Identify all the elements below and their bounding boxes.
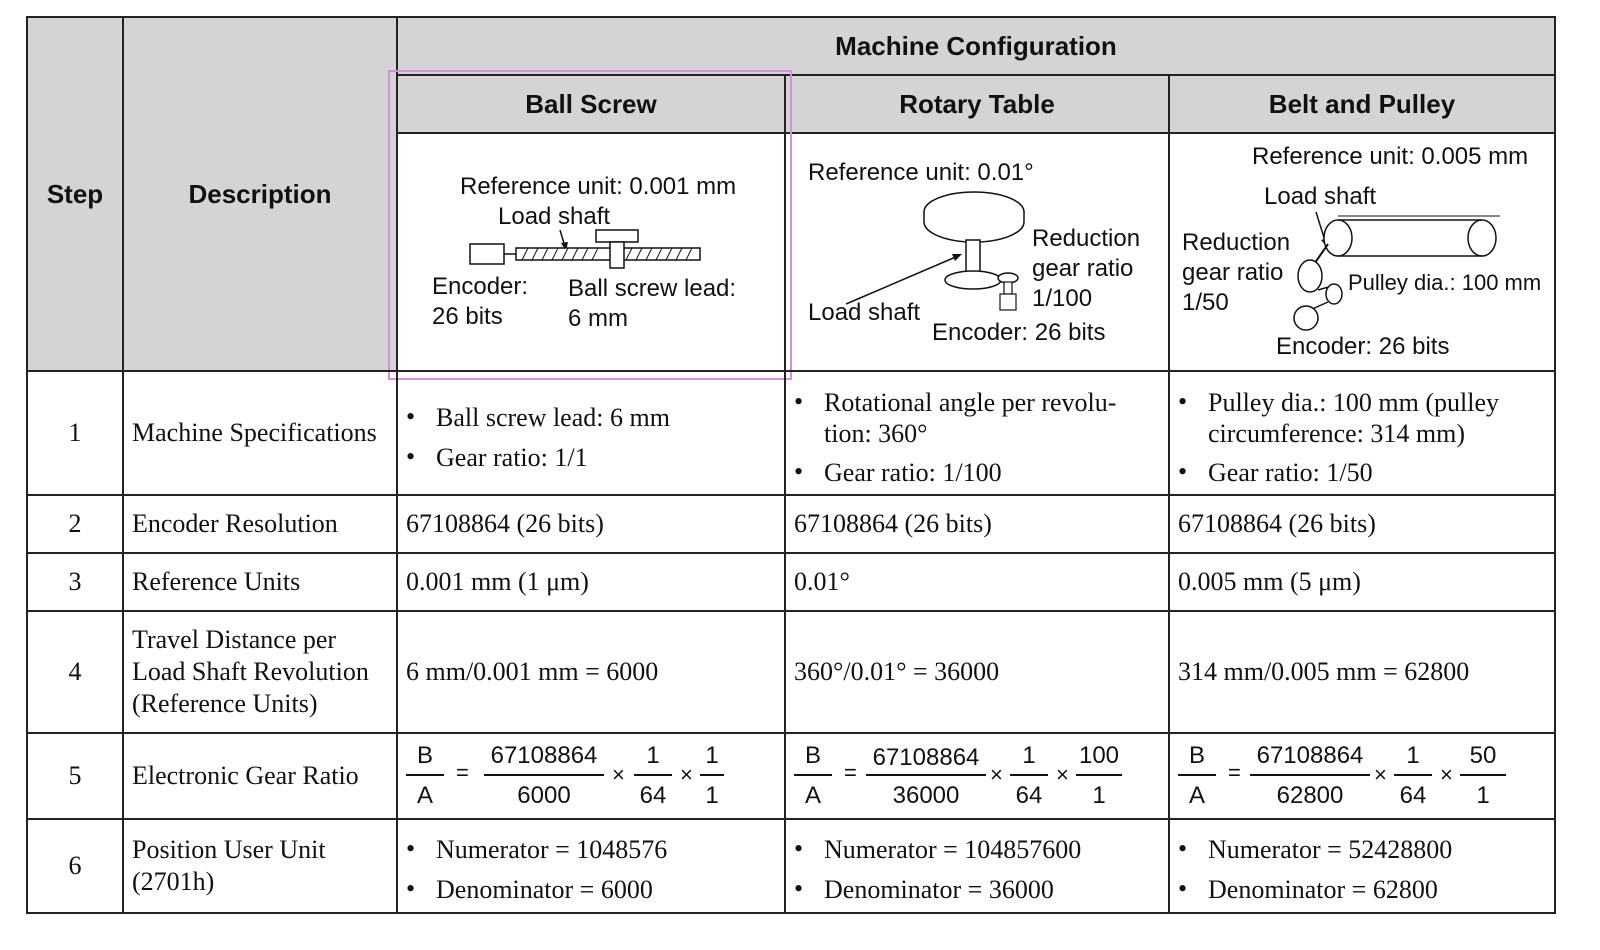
list-item-text: Rotational angle per revolu- tion: 360° — [824, 388, 1117, 448]
row5-description-text: Electronic Gear Ratio — [132, 761, 359, 790]
list-item-text: Denominator = 36000 — [824, 875, 1054, 904]
fraction-lhs-num: B — [1188, 742, 1205, 769]
belt-pulley-pulley-dia: Pulley dia.: 100 mm — [1348, 270, 1542, 295]
equals-sign: = — [1228, 760, 1241, 785]
row2-ball-screw — [396, 494, 786, 554]
row5-belt-pulley — [1168, 732, 1556, 820]
list-item-text: Numerator = 104857600 — [824, 835, 1082, 864]
fraction-line — [1076, 774, 1122, 776]
fraction-line — [1394, 774, 1432, 776]
row1-step — [26, 370, 124, 496]
fraction-line — [700, 774, 724, 776]
fraction-line — [1460, 774, 1506, 776]
fraction-line — [1178, 774, 1216, 776]
row2-description-text: Encoder Resolution — [132, 509, 338, 538]
row5-step-text: 5 — [68, 761, 82, 790]
belt-pulley-reduction-line3: 1/50 — [1182, 289, 1229, 316]
row4-step — [26, 610, 124, 734]
times-sign: × — [1440, 762, 1453, 787]
fraction-num: 67108864 — [872, 744, 980, 771]
bullet-glyph: • — [1178, 387, 1188, 416]
row1-description-text: Machine Specifications — [132, 418, 377, 447]
row3-ball-screw-text: 0.001 mm (1 μm) — [406, 567, 589, 596]
list-item-text: Gear ratio: 1/100 — [824, 458, 1002, 487]
row2-rotary-table-text: 67108864 (26 bits) — [794, 509, 992, 538]
list-item-text: Denominator = 6000 — [436, 875, 653, 904]
fraction-den: 62800 — [1276, 782, 1344, 809]
row6-description-text: Position User Unit (2701h) — [132, 835, 326, 896]
bullet-glyph: • — [406, 874, 416, 903]
bullet-glyph: • — [406, 834, 416, 863]
row2-ball-screw-text: 67108864 (26 bits) — [406, 509, 604, 538]
fraction-den: 1 — [705, 782, 719, 809]
bullet-glyph: • — [1178, 874, 1188, 903]
ball-screw-lead-line1: Ball screw lead: — [568, 275, 737, 302]
list-item-text: Gear ratio: 1/1 — [436, 443, 588, 472]
row1-belt-pulley — [1168, 370, 1556, 496]
row3-description-text: Reference Units — [132, 567, 301, 596]
row3-rotary-table-text: 0.01° — [794, 567, 850, 596]
belt-pulley-encoder: Encoder: 26 bits — [1276, 333, 1450, 360]
row5-description — [122, 732, 398, 820]
row1-step-text: 1 — [68, 418, 82, 447]
row6-step-text: 6 — [68, 851, 82, 880]
rotary-table-reference-unit: Reference unit: 0.01° — [808, 159, 1034, 186]
belt-pulley-reduction-line2: gear ratio — [1182, 259, 1284, 286]
fraction-line — [406, 774, 444, 776]
fraction-den: 1 — [1092, 782, 1106, 809]
bullet-glyph: • — [794, 387, 804, 416]
ball-screw-load-shaft: Load shaft — [498, 203, 611, 230]
bullet-glyph: • — [406, 442, 416, 471]
fraction-line — [484, 774, 604, 776]
row3-step — [26, 552, 124, 612]
row3-rotary-table — [784, 552, 1170, 612]
list-item-text: Numerator = 1048576 — [436, 835, 668, 864]
list-item-text: Denominator = 62800 — [1208, 875, 1438, 904]
bullet-glyph: • — [794, 874, 804, 903]
fraction-den: 64 — [1015, 782, 1043, 809]
row1-description — [122, 370, 398, 496]
figure-belt-pulley — [1168, 132, 1556, 372]
row3-description — [122, 552, 398, 612]
fraction-den: 64 — [639, 782, 667, 809]
fraction-den: 36000 — [892, 782, 960, 809]
list-item-text: Pulley dia.: 100 mm (pulley circumference: 314 mm) — [1208, 388, 1500, 448]
row4-ball-screw — [396, 610, 786, 734]
fraction-lhs-den: A — [1188, 782, 1205, 809]
rotary-table-reduction-line2: gear ratio — [1032, 255, 1134, 282]
figure-rotary-table — [784, 132, 1170, 372]
header-machine-configuration — [396, 16, 1556, 76]
row5-step — [26, 732, 124, 820]
row6-belt-pulley — [1168, 818, 1556, 914]
row2-belt-pulley-text: 67108864 (26 bits) — [1178, 509, 1376, 538]
ball-screw-diagram — [398, 134, 788, 374]
row2-belt-pulley — [1168, 494, 1556, 554]
belt-pulley-reference-unit: Reference unit: 0.005 mm — [1252, 143, 1529, 170]
row4-belt-pulley — [1168, 610, 1556, 734]
bullet-glyph: • — [406, 402, 416, 431]
row1-rotary-table — [784, 370, 1170, 496]
list-item-text: Gear ratio: 1/50 — [1208, 458, 1373, 487]
row1-ball-screw — [396, 370, 786, 496]
header-rotary-table-label: Rotary Table — [899, 88, 1055, 119]
equals-sign: = — [844, 760, 857, 785]
row4-ball-screw-text: 6 mm/0.001 mm = 6000 — [406, 657, 659, 686]
fraction-num: 67108864 — [1256, 742, 1364, 769]
bullet-glyph: • — [1178, 834, 1188, 863]
header-step-label: Step — [46, 178, 104, 209]
rotary-table-encoder: Encoder: 26 bits — [932, 319, 1106, 346]
row6-ball-screw — [396, 818, 786, 914]
ball-screw-encoder-line1: Encoder: — [432, 273, 529, 300]
fraction-line — [634, 774, 672, 776]
bullet-glyph: • — [794, 834, 804, 863]
fraction-lhs-num: B — [804, 742, 821, 769]
fraction-num: 1 — [705, 742, 719, 769]
list-item-text: Ball screw lead: 6 mm — [436, 403, 670, 432]
row3-ball-screw — [396, 552, 786, 612]
bullet-glyph: • — [794, 457, 804, 486]
header-description — [122, 16, 398, 372]
fraction-lhs-den: A — [804, 782, 821, 809]
row5-rotary-table — [784, 732, 1170, 820]
row2-step — [26, 494, 124, 554]
ball-screw-encoder-line2: 26 bits — [432, 303, 503, 330]
times-sign: × — [990, 762, 1003, 787]
row2-description — [122, 494, 398, 554]
row4-rotary-table — [784, 610, 1170, 734]
fraction-den: 6000 — [517, 782, 571, 809]
fraction-num: 50 — [1469, 742, 1497, 769]
bullet-glyph: • — [1178, 457, 1188, 486]
belt-pulley-reduction-line1: Reduction — [1182, 229, 1291, 256]
times-sign: × — [612, 762, 625, 787]
row6-description — [122, 818, 398, 914]
row6-step — [26, 818, 124, 914]
times-sign: × — [1374, 762, 1387, 787]
header-rotary-table — [784, 74, 1170, 134]
rotary-table-reduction-line1: Reduction — [1032, 225, 1141, 252]
row4-step-text: 4 — [68, 657, 82, 686]
rotary-table-reduction-line3: 1/100 — [1032, 285, 1093, 312]
header-description-label: Description — [188, 178, 332, 209]
header-ball-screw-label: Ball Screw — [525, 88, 657, 119]
row4-rotary-table-text: 360°/0.01° = 36000 — [794, 657, 1000, 686]
fraction-num: 1 — [646, 742, 660, 769]
header-step — [26, 16, 124, 372]
header-belt-pulley-label: Belt and Pulley — [1268, 88, 1456, 119]
belt-pulley-load-shaft: Load shaft — [1264, 183, 1377, 210]
row2-step-text: 2 — [68, 509, 82, 538]
times-sign: × — [1056, 762, 1069, 787]
row2-rotary-table — [784, 494, 1170, 554]
fraction-line — [1250, 774, 1370, 776]
times-sign: × — [680, 762, 693, 787]
ball-screw-reference-unit: Reference unit: 0.001 mm — [460, 173, 737, 200]
row4-belt-pulley-text: 314 mm/0.005 mm = 62800 — [1178, 657, 1470, 686]
row6-rotary-table — [784, 818, 1170, 914]
figure-ball-screw — [396, 132, 786, 372]
fraction-lhs-num: B — [416, 742, 433, 769]
fraction-lhs-den: A — [416, 782, 433, 809]
fraction-num: 100 — [1078, 742, 1120, 769]
fraction-line — [794, 774, 832, 776]
rotary-table-load-shaft: Load shaft — [808, 299, 921, 326]
row5-ball-screw — [396, 732, 786, 820]
fraction-num: 1 — [1406, 742, 1420, 769]
header-ball-screw — [396, 74, 786, 134]
row3-belt-pulley — [1168, 552, 1556, 612]
fraction-line — [1010, 774, 1048, 776]
ball-screw-lead-line2: 6 mm — [568, 305, 628, 332]
row4-description-text: Travel Distance per Load Shaft Revolution (Reference Units) — [132, 625, 369, 718]
equals-sign: = — [456, 760, 469, 785]
fraction-den: 64 — [1399, 782, 1427, 809]
fraction-num: 1 — [1022, 742, 1036, 769]
row3-belt-pulley-text: 0.005 mm (5 μm) — [1178, 567, 1361, 596]
fraction-num: 67108864 — [490, 742, 598, 769]
row4-description — [122, 610, 398, 734]
header-machine-configuration-label: Machine Configuration — [835, 30, 1117, 61]
fraction-den: 1 — [1476, 782, 1490, 809]
header-belt-pulley — [1168, 74, 1556, 134]
fraction-line — [866, 774, 986, 776]
row3-step-text: 3 — [68, 567, 82, 596]
list-item-text: Numerator = 52428800 — [1208, 835, 1453, 864]
